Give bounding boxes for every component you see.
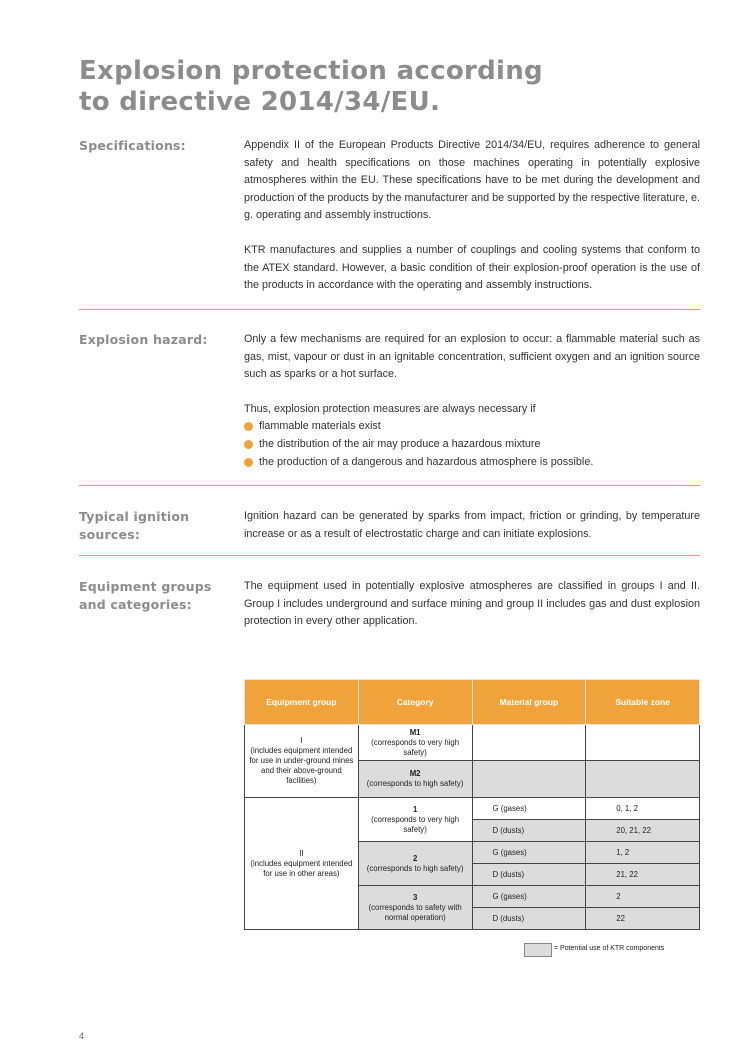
header-category: Category	[358, 680, 472, 725]
category-1-cell	[358, 798, 472, 842]
legend-swatch	[524, 943, 552, 957]
legend-text: = Potential use of KTR components	[554, 945, 665, 952]
explosion-hazard-intro: Thus, explosion protection measures are always necessary if	[244, 402, 536, 415]
page-number: 4	[79, 1031, 85, 1041]
group-1-description: (includes equipment intended for use in under-ground mines and their above-ground facilities)	[249, 746, 354, 785]
table-header-row	[245, 680, 700, 725]
ignition-paragraph: Ignition hazard can be generated by sparks from impact, friction or grinding, by temperature increase or as a result of electrostatic charge and can initiate explosions.	[244, 510, 700, 540]
category-2-description: (corresponds to high safety)	[366, 863, 464, 873]
ignition-content	[244, 508, 700, 543]
bullet-text: flammable materials exist	[259, 420, 381, 433]
specifications-paragraph-1: Appendix II of the European Products Directive 2014/34/EU, requires adherence to general safety and health specifications on those machines operating in potentially explosive atmospheres within the EU. These specifications have to be met during the development and production of the products by the manufacturer and be supported by the respective literature, e. g. operating and assembly instructions.	[244, 139, 700, 222]
zone-cell: 22	[586, 908, 700, 930]
header-equipment-group: Equipment group	[245, 680, 359, 725]
page-title	[79, 56, 699, 118]
category-m1-cell	[358, 725, 472, 761]
category-m2-name: M2	[409, 769, 421, 778]
explosion-hazard-label-text: Explosion hazard:	[79, 332, 208, 347]
material-cell: D (dusts)	[472, 864, 586, 886]
material-cell: G (gases)	[472, 798, 586, 820]
specifications-label-text: Specifications:	[79, 138, 186, 153]
header-suitable-zone: Suitable zone	[586, 680, 700, 725]
specifications-paragraph-2: KTR manufactures and supplies a number of couplings and cooling systems that conform to the ATEX standard. However, a basic condition of their explosion-proof operation is the use of the products in accordance with the operating and assembly instructions.	[244, 243, 700, 292]
explosion-hazard-paragraph: Only a few mechanisms are required for an explosion to occur: a flammable material such as gas, mist, vapour or dust in an ignitable concentration, sufficient oxygen and an ignition source such as sparks or a hot surface.	[244, 333, 700, 381]
equipment-category-table	[244, 679, 700, 930]
table-row	[245, 798, 700, 820]
group-2-cell	[245, 798, 359, 930]
ignition-label-line-2: sources:	[79, 526, 141, 542]
empty-cell	[472, 725, 586, 761]
material-cell: G (gases)	[472, 886, 586, 908]
explosion-hazard-bullet-list	[244, 418, 700, 471]
equipment-label-line-1: Equipment groups	[79, 579, 212, 594]
specifications-content	[244, 137, 700, 295]
category-1-name: 1	[412, 804, 418, 814]
empty-cell	[586, 725, 700, 761]
category-m1-name: M1	[409, 727, 421, 737]
bullet-text: the production of a dangerous and hazardous atmosphere is possible.	[259, 455, 594, 468]
group-2-name: II	[299, 848, 304, 858]
zone-cell: 0, 1, 2	[586, 798, 700, 820]
specifications-label	[79, 137, 229, 155]
category-2-cell	[358, 842, 472, 886]
category-3-name: 3	[412, 892, 418, 902]
group-1-cell	[245, 725, 359, 798]
category-3-cell	[358, 886, 472, 930]
page-title-line-2: to directive 2014/34/EU.	[79, 87, 441, 117]
explosion-hazard-label	[79, 331, 229, 349]
material-cell: D (dusts)	[472, 908, 586, 930]
page-title-line-1: Explosion protection according	[79, 56, 543, 86]
table-row	[245, 725, 700, 761]
ignition-label	[79, 508, 229, 543]
group-1-name: I	[300, 736, 303, 745]
material-cell: D (dusts)	[472, 820, 586, 842]
category-2-name: 2	[412, 853, 418, 863]
zone-cell: 2	[586, 886, 700, 908]
category-m1-description: (corresponds to very high safety)	[371, 737, 460, 757]
bullet-item	[244, 436, 700, 454]
category-3-description: (corresponds to safety with normal operation)	[368, 902, 462, 922]
bullet-item	[244, 418, 700, 436]
bullet-item	[244, 454, 700, 472]
equipment-label	[79, 578, 229, 613]
ignition-label-line-1: Typical ignition	[79, 509, 190, 524]
explosion-hazard-content	[244, 331, 700, 471]
equipment-label-line-2: and categories:	[79, 596, 192, 612]
header-material-group: Material group	[472, 680, 586, 725]
group-2-description: (includes equipment intended for use in other areas)	[250, 858, 353, 878]
bullet-dot-icon	[244, 458, 253, 467]
equipment-paragraph: The equipment used in potentially explosive atmospheres are classified in groups I and II. Group I includes underground and surface mining and group II includes gas and dust explosion protection in every other application.	[244, 580, 700, 628]
section-divider	[79, 309, 700, 310]
zone-cell: 1, 2	[586, 842, 700, 864]
bullet-text: the distribution of the air may produce a hazardous mixture	[259, 437, 541, 450]
category-m2-description: (corresponds to high safety)	[366, 779, 464, 788]
zone-cell: 21, 22	[586, 864, 700, 886]
empty-cell	[586, 761, 700, 798]
zone-cell: 20, 21, 22	[586, 820, 700, 842]
category-1-description: (corresponds to very high safety)	[371, 814, 460, 834]
equipment-content	[244, 578, 700, 631]
bullet-dot-icon	[244, 440, 253, 449]
empty-cell	[472, 761, 586, 798]
bullet-dot-icon	[244, 422, 253, 431]
category-m2-cell	[358, 761, 472, 798]
section-divider	[79, 555, 700, 556]
section-divider	[79, 485, 700, 486]
material-cell: G (gases)	[472, 842, 586, 864]
